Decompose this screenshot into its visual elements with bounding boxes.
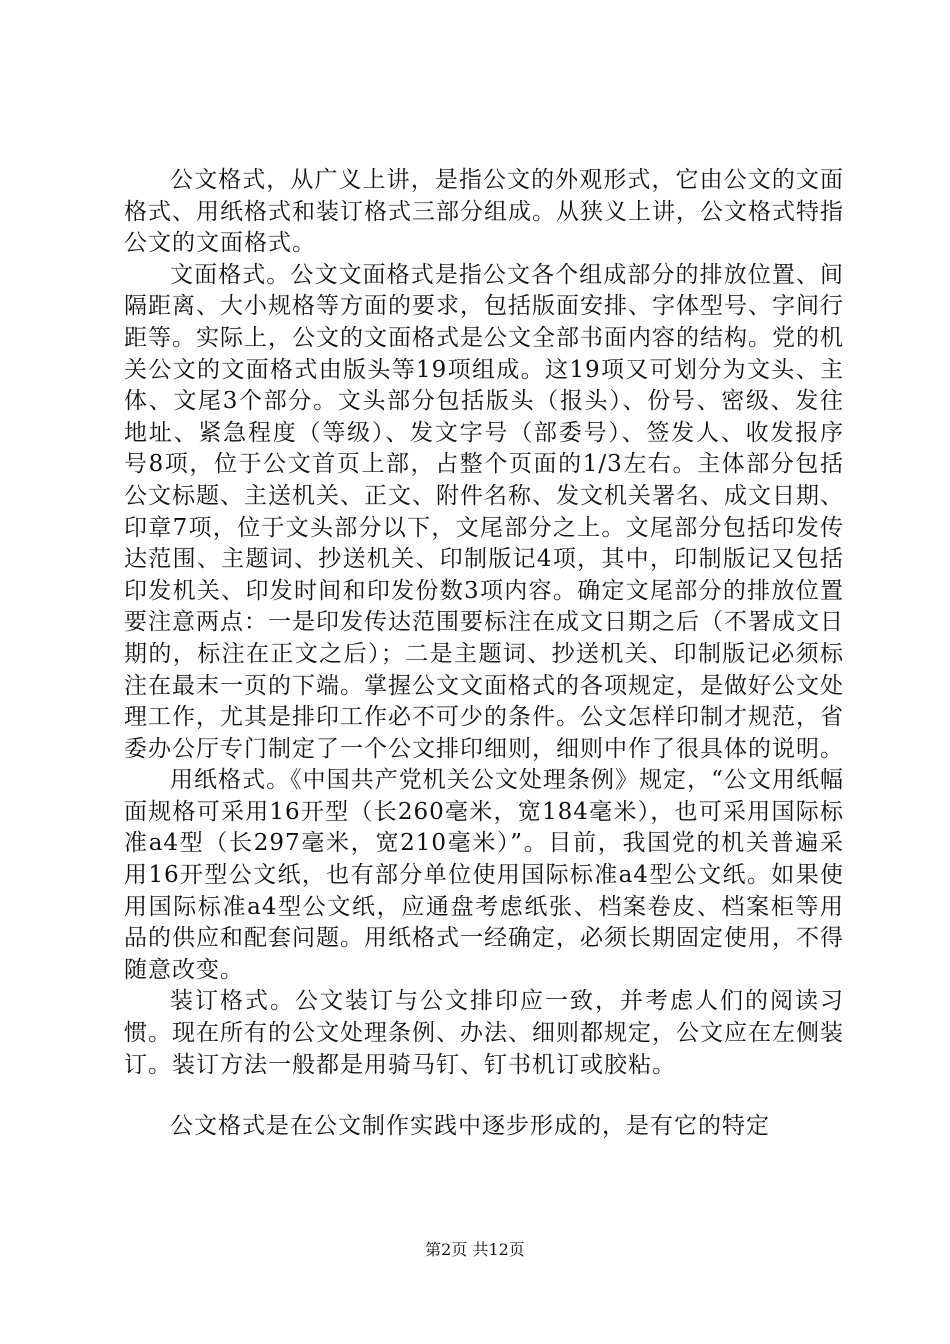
document-body (124, 165, 844, 1143)
paragraph-paper-format: 用纸格式。《中国共产党机关公文处理条例》规定，“公文用纸幅面规格可采用16开型（长260毫米，宽184毫米），也可采用国际标准a4型（长297毫米，宽210毫米）”。目前，我国党的机关普遍采用16开型公文纸，也有部分单位使用国际标准a4型公文纸。如果使用国际标准a4型公文纸，应通盘考虑纸张、档案卷皮、档案柜等用品的供应和配套问题。用纸格式一经确定，必须长期固定使用，不得随意改变。 (124, 767, 844, 983)
paragraph-text-format: 文面格式。公文文面格式是指公文各个组成部分的排放位置、间隔距离、大小规格等方面的要求，包括版面安排、字体型号、字间行距等。实际上，公文的文面格式是公文全部书面内容的结构。党的机关公文的文面格式由版头等19项组成。这19项又可划分为文头、主体、文尾3个部分。文头部分包括版头（报头）、份号、密级、发往地址、紧急程度（等级）、发文字号（部委号）、签发人、收发报序号8项，位于公文首页上部，占整个页面的1/3左右。主体部分包括公文标题、主送机关、正文、附件名称、发文机关署名、成文日期、印章7项，位于文头部分以下，文尾部分之上。文尾部分包括印发传达范围、主题词、抄送机关、印制版记4项，其中，印制版记又包括印发机关、印发时间和印发份数3项内容。确定文尾部分的排放位置要注意两点：一是印发传达范围要标注在成文日期之后（不署成文日期的，标注在正文之后）；二是主题词、抄送机关、印制版记必须标注在最末一页的下端。掌握公文文面格式的各项规定，是做好公文处理工作，尤其是排印工作必不可少的条件。公文怎样印制才规范，省委办公厅专门制定了一个公文排印细则，细则中作了很具体的说明。 (124, 261, 844, 762)
paragraph-binding-format: 装订格式。公文装订与公文排印应一致，并考虑人们的阅读习惯。现在所有的公文处理条例、办法、细则都规定，公文应在左侧装订。装订方法一般都是用骑马钉、钉书机订或胶粘。 (124, 988, 844, 1078)
paragraph-definition: 公文格式，从广义上讲，是指公文的外观形式，它由公文的文面格式、用纸格式和装订格式三部分组成。从狭义上讲，公文格式特指公文的文面格式。 (124, 167, 844, 257)
paragraph-continuation: 公文格式是在公文制作实践中逐步形成的，是有它的特定 (170, 1113, 770, 1140)
page-number-footer: 第2页 共12页 (425, 1240, 525, 1259)
